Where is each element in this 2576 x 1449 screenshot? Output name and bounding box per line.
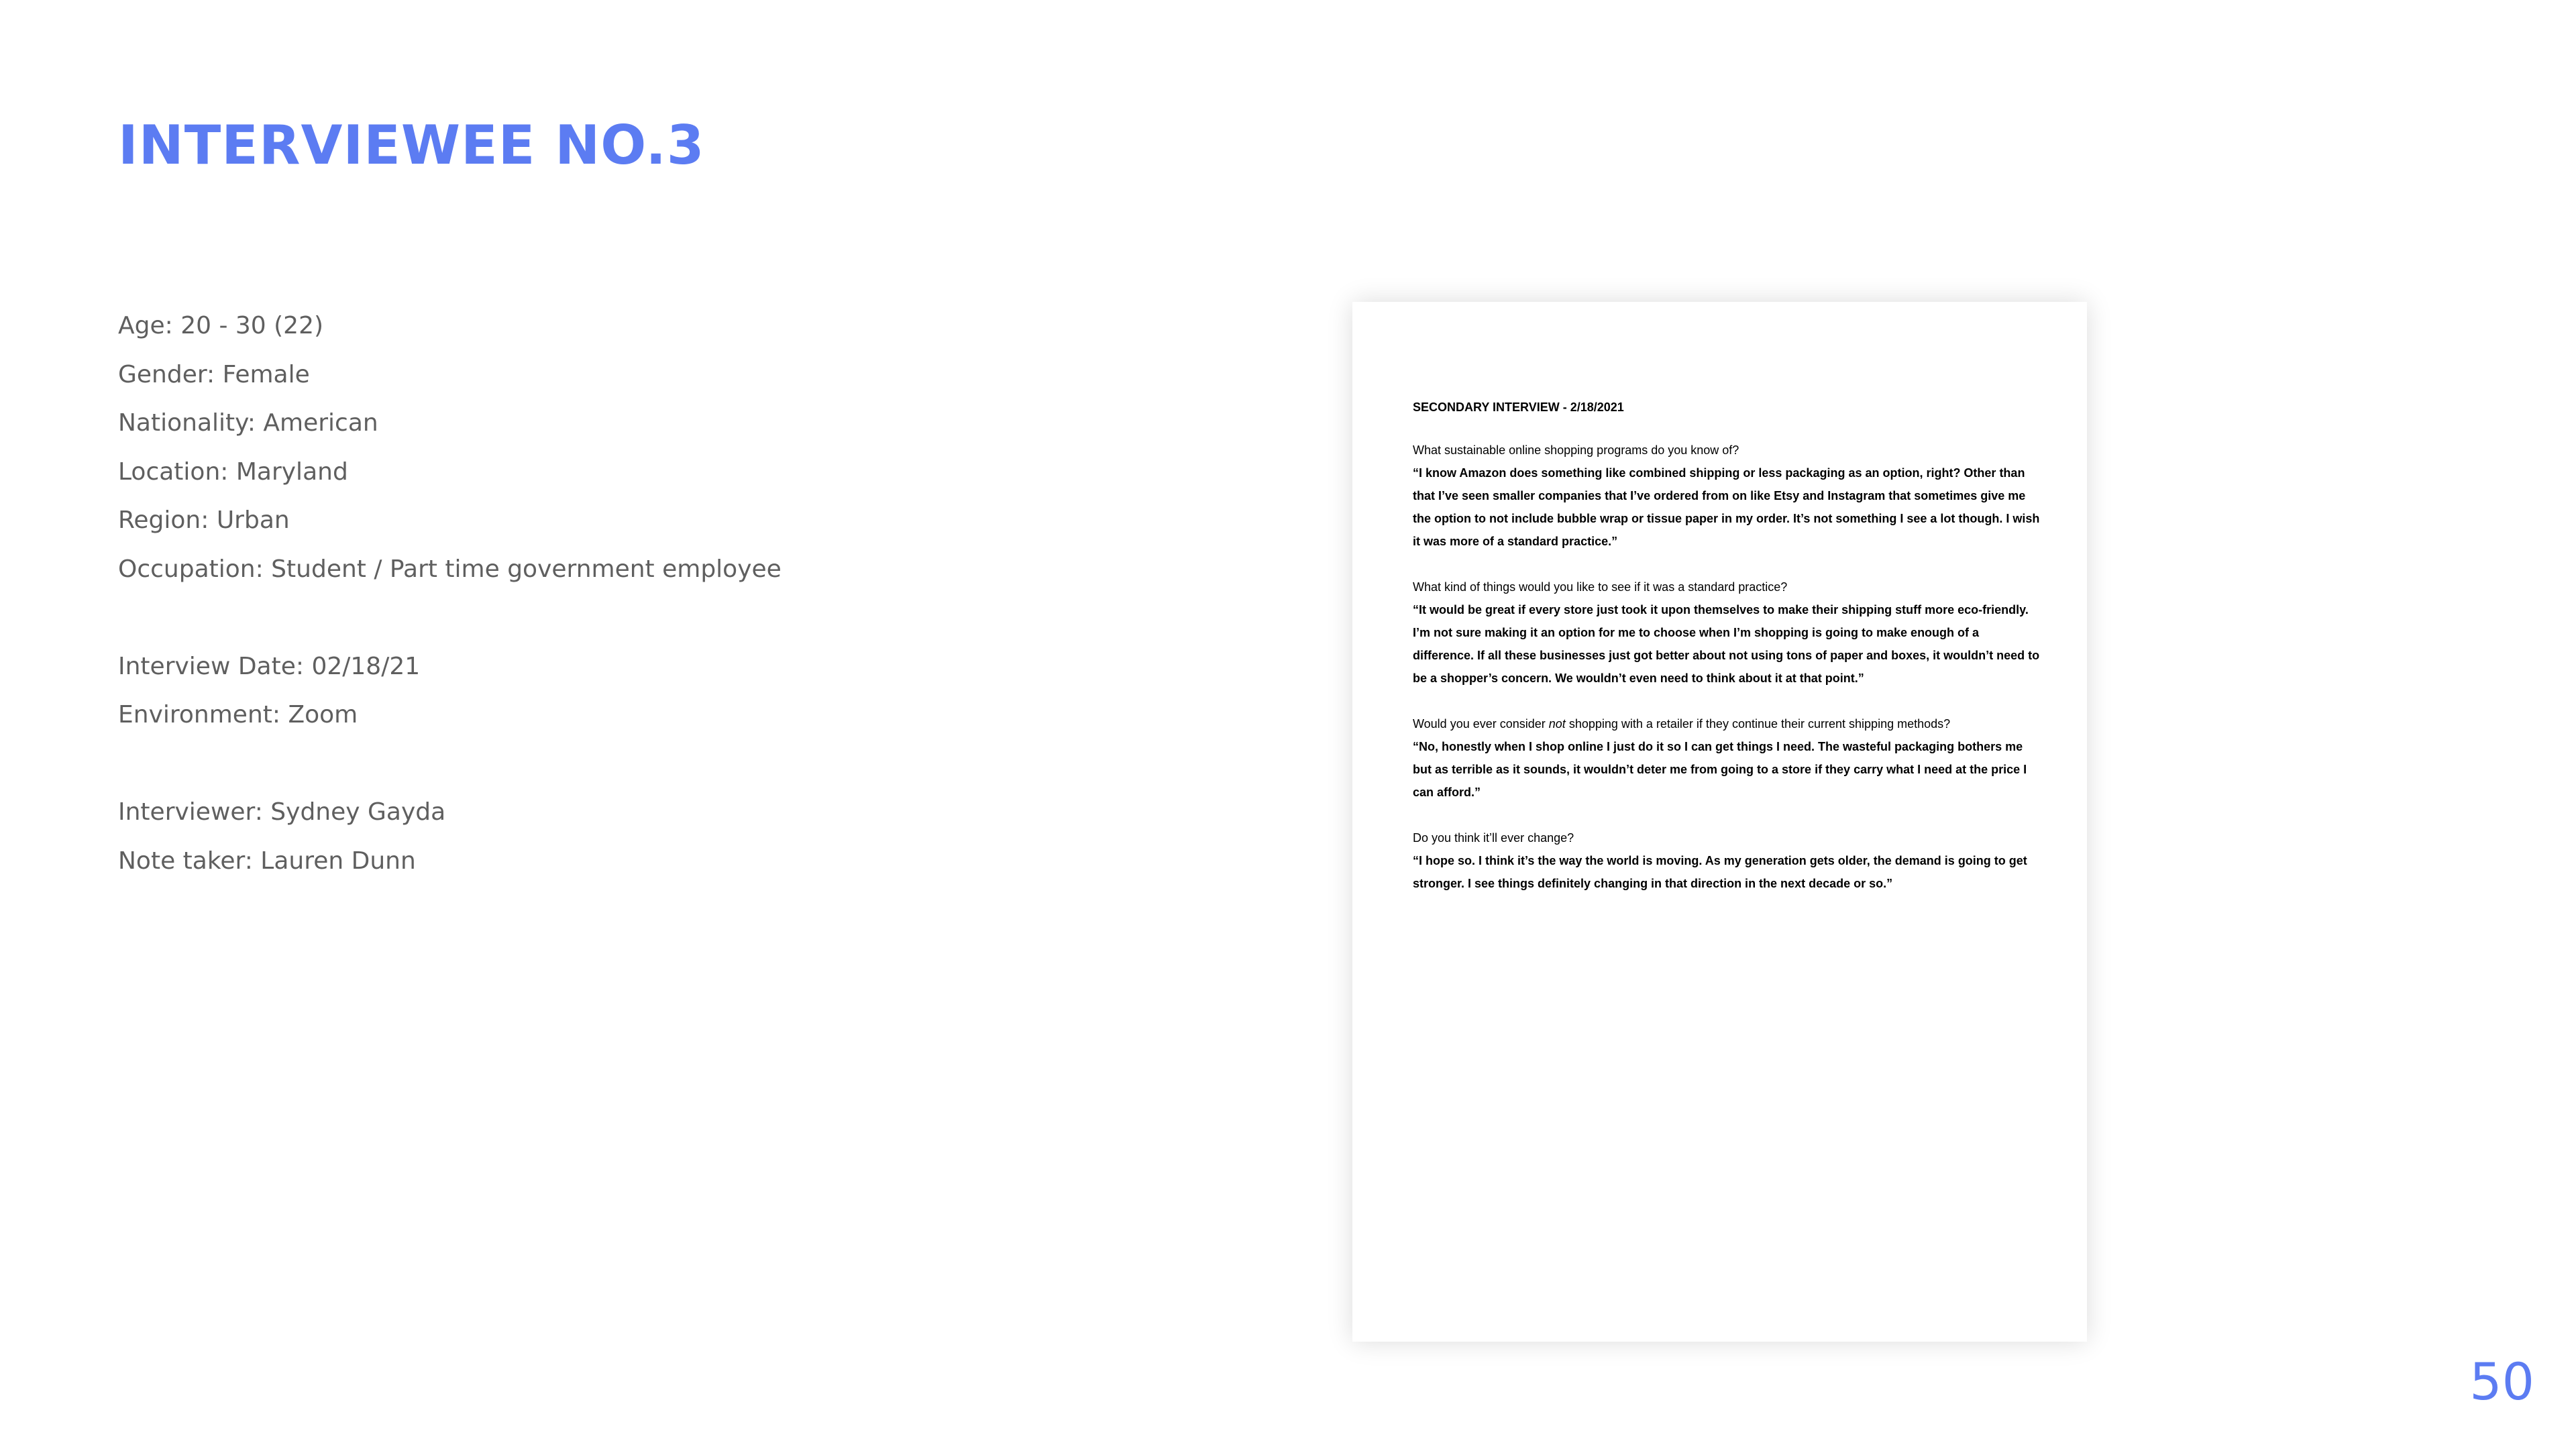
qa-item bbox=[1413, 712, 2043, 804]
note-taker-text: Note taker: Lauren Dunn bbox=[118, 847, 416, 875]
answer-text: “I know Amazon does something like combined shipping or less packaging as an option, right? Other than that I’ve seen smaller companies that I’ve ordered from on like Etsy and Instagram that sometimes give me the option to not include bubble wrap or tissue paper in my order. It’s not something I see a lot though. I wish it was more of a standard practice.” bbox=[1413, 466, 2040, 548]
gender-text: Gender: Female bbox=[118, 360, 310, 388]
document-body bbox=[1413, 396, 2043, 918]
document-heading: SECONDARY INTERVIEW - 2/18/2021 bbox=[1413, 400, 1624, 414]
question-text-part: shopping with a retailer if they continue their current shipping methods? bbox=[1565, 717, 1951, 731]
qa-item bbox=[1413, 439, 2043, 553]
qa-item bbox=[1413, 576, 2043, 690]
answer-text: “I hope so. I think it’s the way the world is moving. As my generation gets older, the demand is going to get stronger. I see things definitely changing in that direction in the next decade or so.” bbox=[1413, 854, 2027, 890]
environment-text: Environment: Zoom bbox=[118, 701, 358, 729]
question-text bbox=[1413, 712, 2043, 735]
spacer bbox=[118, 602, 782, 651]
page-title: INTERVIEWEE NO.3 bbox=[118, 114, 705, 176]
nationality-text: Nationality: American bbox=[118, 409, 378, 437]
occupation-text: Occupation: Student / Part time government employee bbox=[118, 555, 782, 583]
region-text: Region: Urban bbox=[118, 506, 290, 534]
interviewee-details bbox=[118, 310, 782, 894]
question-text-part: Would you ever consider bbox=[1413, 717, 1549, 731]
answer-text: “It would be great if every store just took it upon themselves to make their shipping stuff more eco-friendly. I’m not sure making it an option for me to choose when I’m shopping is going to make enough of a difference. If all these businesses just got better about not using tons of paper and boxes, it wouldn’t need to be a shopper’s concern. We wouldn’t even need to think about it at that point.” bbox=[1413, 603, 2040, 685]
question-text: Do you think it’ll ever change? bbox=[1413, 831, 1574, 845]
interviewer-text: Interviewer: Sydney Gayda bbox=[118, 798, 446, 826]
interview-document bbox=[1352, 302, 2087, 1342]
answer-text: “No, honestly when I shop online I just do it so I can get things I need. The wasteful packaging bothers me but as terrible as it sounds, it wouldn’t deter me from going to a store if they carry what I need at the price I can afford.” bbox=[1413, 740, 2027, 799]
question-emphasis: not bbox=[1548, 717, 1566, 731]
page-number: 50 bbox=[2469, 1352, 2534, 1411]
spacer bbox=[118, 748, 782, 797]
question-text: What kind of things would you like to see if it was a standard practice? bbox=[1413, 580, 1788, 594]
interview-date-text: Interview Date: 02/18/21 bbox=[118, 652, 421, 680]
qa-item bbox=[1413, 826, 2043, 895]
location-text: Location: Maryland bbox=[118, 458, 348, 486]
age-text: Age: 20 - 30 (22) bbox=[118, 312, 324, 339]
question-text: What sustainable online shopping programs do you know of? bbox=[1413, 443, 1739, 457]
